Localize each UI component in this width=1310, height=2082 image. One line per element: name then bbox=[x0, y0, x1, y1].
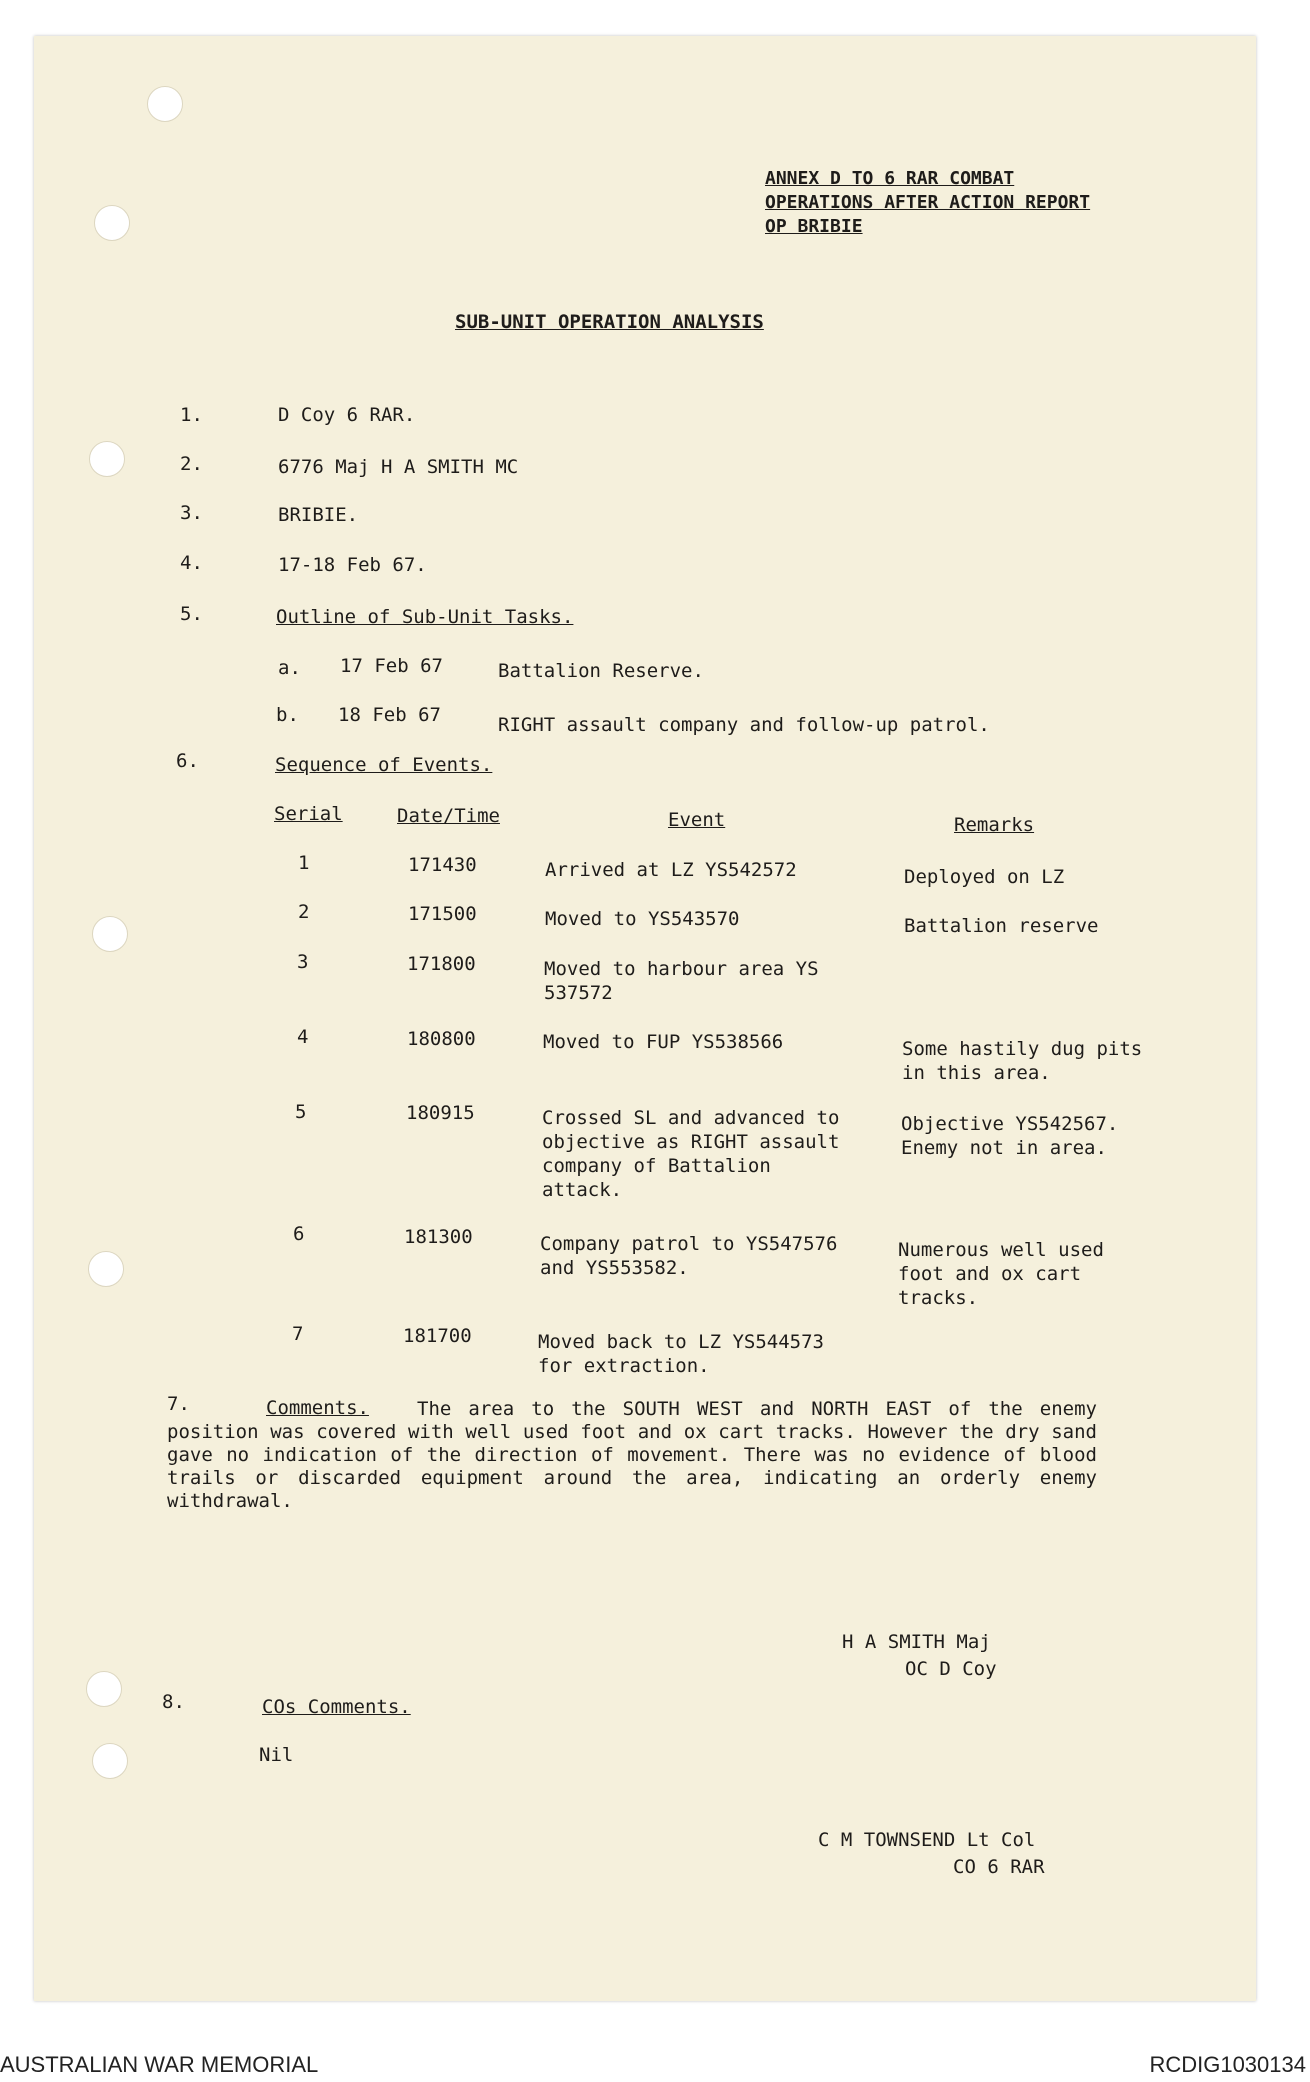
document-title: SUB-UNIT OPERATION ANALYSIS bbox=[455, 311, 764, 333]
item-7-number: 7. bbox=[167, 1393, 190, 1415]
table-row-6-event: Company patrol to YS547576 and YS553582. bbox=[540, 1233, 838, 1279]
punch-hole bbox=[86, 1671, 122, 1707]
co-comments-label: COs Comments. bbox=[262, 1696, 411, 1718]
header-remarks: Remarks bbox=[954, 814, 1035, 836]
table-row-1-remarks: Deployed on LZ bbox=[904, 866, 1065, 888]
comments-label: Comments. bbox=[266, 1397, 369, 1419]
table-row-7-datetime: 181700 bbox=[403, 1325, 472, 1347]
item-3-number: 3. bbox=[180, 502, 203, 524]
item-3-text: BRIBIE. bbox=[278, 504, 359, 526]
signature-2-name: C M TOWNSEND Lt Col bbox=[818, 1829, 1036, 1851]
table-row-4-datetime: 180800 bbox=[407, 1028, 476, 1050]
table-row-5-serial: 5 bbox=[295, 1101, 307, 1123]
header-datetime: Date/Time bbox=[397, 805, 500, 827]
table-row-7-event: Moved back to LZ YS544573 for extraction. bbox=[538, 1331, 824, 1377]
annex-line-3: OP BRIBIE bbox=[765, 216, 863, 237]
item-2-number: 2. bbox=[180, 453, 203, 475]
annex-heading bbox=[765, 167, 1090, 239]
item-6-text: Sequence of Events. bbox=[275, 754, 493, 776]
task-a-date: 17 Feb 67 bbox=[340, 655, 443, 677]
signature-2-role: CO 6 RAR bbox=[953, 1856, 1045, 1878]
header-serial: Serial bbox=[274, 803, 343, 825]
task-b-date: 18 Feb 67 bbox=[338, 704, 441, 726]
table-row-4-remarks: Some hastily dug pits in this area. bbox=[902, 1038, 1143, 1084]
co-comments-text: Nil bbox=[259, 1744, 294, 1766]
table-row-3-event: Moved to harbour area YS 537572 bbox=[544, 958, 819, 1004]
header-event: Event bbox=[668, 809, 726, 831]
table-row-1-serial: 1 bbox=[298, 852, 310, 874]
table-row-1-event: Arrived at LZ YS542572 bbox=[545, 859, 797, 881]
table-row-6-datetime: 181300 bbox=[404, 1226, 473, 1248]
punch-hole bbox=[89, 441, 125, 477]
table-row-1-datetime: 171430 bbox=[408, 854, 477, 876]
item-5-text: Outline of Sub-Unit Tasks. bbox=[276, 606, 574, 628]
item-1-number: 1. bbox=[180, 404, 203, 426]
table-row-2-event: Moved to YS543570 bbox=[545, 908, 740, 930]
table-row-2-remarks: Battalion reserve bbox=[904, 915, 1099, 937]
item-1-text: D Coy 6 RAR. bbox=[278, 404, 416, 426]
punch-hole bbox=[88, 1251, 124, 1287]
item-8-number: 8. bbox=[162, 1691, 185, 1713]
punch-hole bbox=[92, 916, 128, 952]
table-row-5-remarks: Objective YS542567. Enemy not in area. bbox=[901, 1113, 1119, 1159]
punch-hole bbox=[92, 1743, 128, 1779]
signature-1-name: H A SMITH Maj bbox=[842, 1631, 991, 1653]
annex-line-1: ANNEX D TO 6 RAR COMBAT bbox=[765, 168, 1015, 189]
item-2-text: 6776 Maj H A SMITH MC bbox=[278, 456, 519, 478]
item-6-number: 6. bbox=[176, 750, 199, 772]
comments-paragraph bbox=[167, 1398, 1097, 1513]
punch-hole bbox=[94, 205, 130, 241]
table-row-5-datetime: 180915 bbox=[406, 1102, 475, 1124]
annex-line-2: OPERATIONS AFTER ACTION REPORT bbox=[765, 192, 1091, 213]
signature-1-role: OC D Coy bbox=[905, 1658, 997, 1680]
table-row-2-datetime: 171500 bbox=[408, 903, 477, 925]
table-row-4-serial: 4 bbox=[297, 1026, 309, 1048]
item-4-text: 17-18 Feb 67. bbox=[278, 554, 427, 576]
task-a-letter: a. bbox=[278, 657, 301, 679]
table-row-3-serial: 3 bbox=[297, 951, 309, 973]
table-row-3-datetime: 171800 bbox=[407, 953, 476, 975]
table-row-4-event: Moved to FUP YS538566 bbox=[543, 1031, 784, 1053]
item-5-number: 5. bbox=[180, 603, 203, 625]
task-b-letter: b. bbox=[276, 704, 299, 726]
item-4-number: 4. bbox=[180, 552, 203, 574]
table-row-6-remarks: Numerous well used foot and ox cart tracks. bbox=[898, 1239, 1104, 1309]
task-a-text: Battalion Reserve. bbox=[498, 660, 704, 682]
footer-record-id: RCDIG1030134 bbox=[1149, 2052, 1306, 2077]
table-row-6-serial: 6 bbox=[293, 1223, 305, 1245]
punch-hole bbox=[147, 86, 183, 122]
table-row-7-serial: 7 bbox=[292, 1323, 304, 1345]
table-row-2-serial: 2 bbox=[298, 901, 310, 923]
comments-text: The area to the SOUTH WEST and NORTH EAST of the enemy position was covered with well used foot and ox cart tracks. However the dry sand gave no indication of the direction of movement. There was no evidence of blood trails or discarded equipment around the area, indicating an orderly enemy withdrawal. bbox=[167, 1398, 1097, 1512]
table-row-5-event: Crossed SL and advanced to objective as RIGHT assault company of Battalion attack. bbox=[542, 1107, 840, 1201]
task-b-text: RIGHT assault company and follow-up patrol. bbox=[498, 714, 990, 736]
footer-archive-name: AUSTRALIAN WAR MEMORIAL bbox=[0, 2052, 319, 2077]
